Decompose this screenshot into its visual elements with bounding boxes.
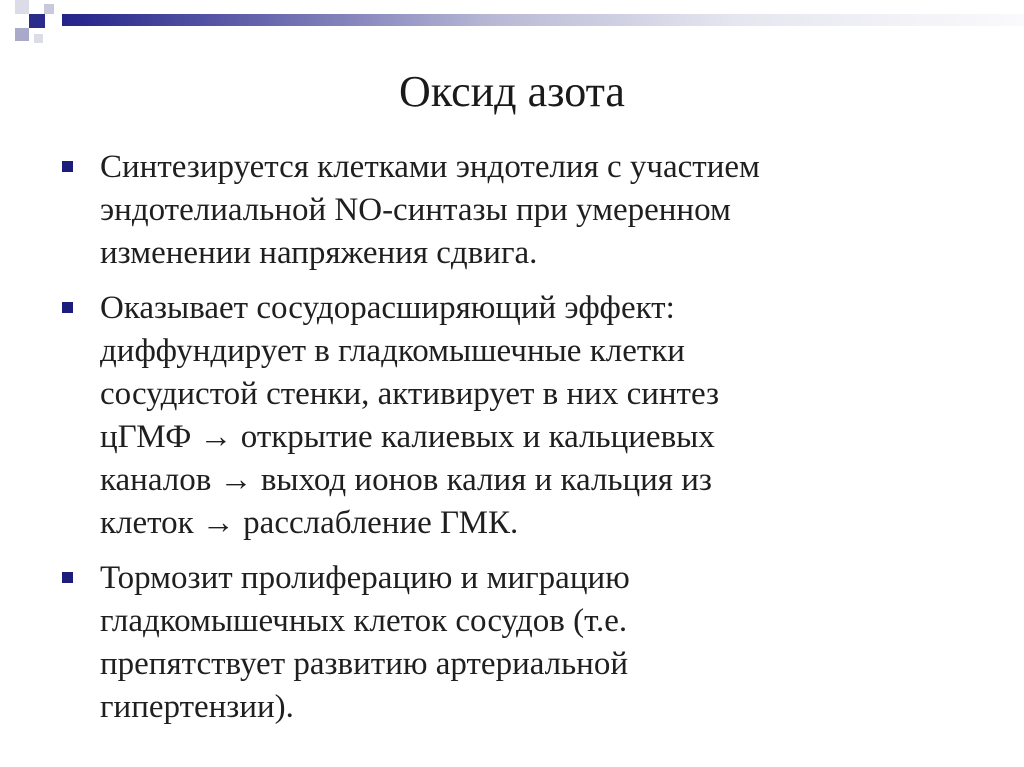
header-gradient-bar (62, 14, 1024, 26)
bullet-list (58, 146, 958, 741)
decor-square (29, 14, 45, 28)
decor-square (15, 28, 29, 41)
decor-square (15, 0, 29, 14)
list-item (58, 146, 958, 275)
bullet-text: Оказывает сосудорасширяющий эффект: диффундирует в гладкомышечные клетки сосудистой стенки, активирует в них синтез цГМФ → открытие калиевых и кальциевых каналов → выход ионов калия и кальция из клеток → расслабление ГМК. (100, 290, 720, 541)
slide-title: Оксид азота (399, 67, 625, 116)
list-item (58, 557, 958, 729)
square-bullet-icon (62, 161, 73, 172)
square-bullet-icon (62, 302, 73, 313)
decor-square (34, 34, 43, 43)
bullet-text: Тормозит пролиферацию и миграцию гладкомышечных клеток сосудов (т.е. препятствует развитию артериальной гипертензии). (100, 560, 630, 725)
list-item (58, 287, 958, 545)
decor-square (44, 4, 54, 14)
square-bullet-icon (62, 572, 73, 583)
bullet-text: Синтезируется клетками эндотелия с участием эндотелиальной NO-синтазы при умеренном изменении напряжения сдвига. (100, 149, 760, 271)
